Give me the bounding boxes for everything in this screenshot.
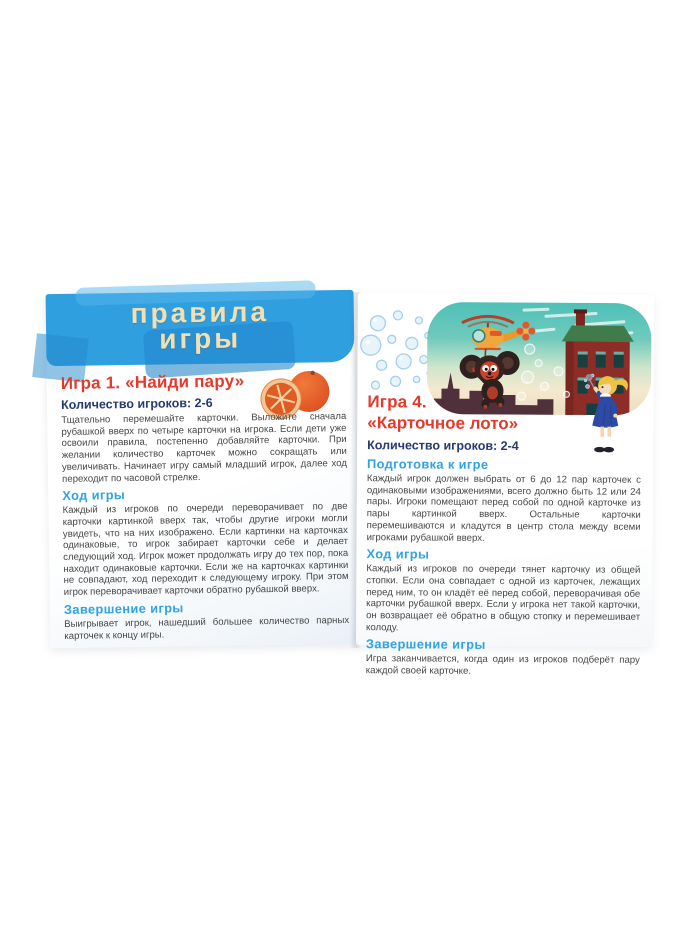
booklet-title-line2: игры <box>159 322 242 355</box>
game1-title: Игра 1. «Найди пару» <box>60 371 245 393</box>
section-paragraph: Каждый из игроков по очереди тянет карточку из общей стопки. Если она совпадает с одной из карточек, лежащих перед ним, то он кладёт её перед собой, переворачивая обе карточки рубашкой вверх. Если у игрока нет такой карточки, он возвращает её обратно в общую стопку и перемешивает колоду. <box>366 563 641 634</box>
section-heading: Завершение игры <box>63 600 184 617</box>
section-heading: Ход игры <box>366 546 430 562</box>
section-paragraph: Выигрывает игрок, нашедший большее количество парных карточек к концу игры. <box>64 614 350 642</box>
section-paragraph: Игра заканчивается, когда один из игроков подберёт пару каждой своей карточке. <box>365 653 640 677</box>
booklet-title <box>46 290 355 354</box>
game4-players-count: Количество игроков: 2-4 <box>367 438 519 454</box>
section-heading: Подготовка к игре <box>366 456 489 472</box>
rules-page-right <box>356 293 654 677</box>
section-paragraph: Каждый игрок должен выбрать от 6 до 12 пар карточек с одинаковыми изображениями, всего должно быть 12 или 24 пары. Игроки помещают перед собой по одной карточке из пары картинкой вверх. Остальные карточки перемешиваются и кладутся в центр стола между всеми игроками рубашкой вверх. <box>366 473 641 544</box>
header-band <box>46 290 355 366</box>
section-paragraph: Каждый из игроков по очереди переворачивает по две карточки картинкой вверх так, чтобы другие игроки могли увидеть, что на них изображено. Если картинки на карточках одинаковые, то игрок забирает карточки себе и делает следующий ход. Игрок может продолжать игру до тех пор, пока находит одинаковые карточки. Если же на карточках картинки не совпадают, ход переходит к следующему игроку. При этом игрок переворачивает карточки обратно рубашкой вверх. <box>62 501 349 599</box>
booklet-title-line1: правила <box>130 296 270 329</box>
section-heading: Ход игры <box>62 487 126 504</box>
right-page-text <box>366 392 642 682</box>
game1-intro-paragraph: Тщательно перемешайте карточки. Выложите сначала рубашкой вверх по четыре карточки на игрока. Если дети уже освоили правила, постепенно добавляйте карточки. При желании количество карточек можно сокращать или увеличивать. Начинает игру самый младший игрок, далее ход переходит по часовой стрелке. <box>61 410 348 485</box>
left-page-text <box>61 370 350 645</box>
game4-title: «Карточное лото» <box>367 413 519 434</box>
rules-page-left <box>46 290 359 648</box>
game4-number: Игра 4. <box>367 392 427 412</box>
game1-players-count: Количество игроков: 2-6 <box>60 395 213 412</box>
section-heading: Завершение игры <box>365 636 486 653</box>
